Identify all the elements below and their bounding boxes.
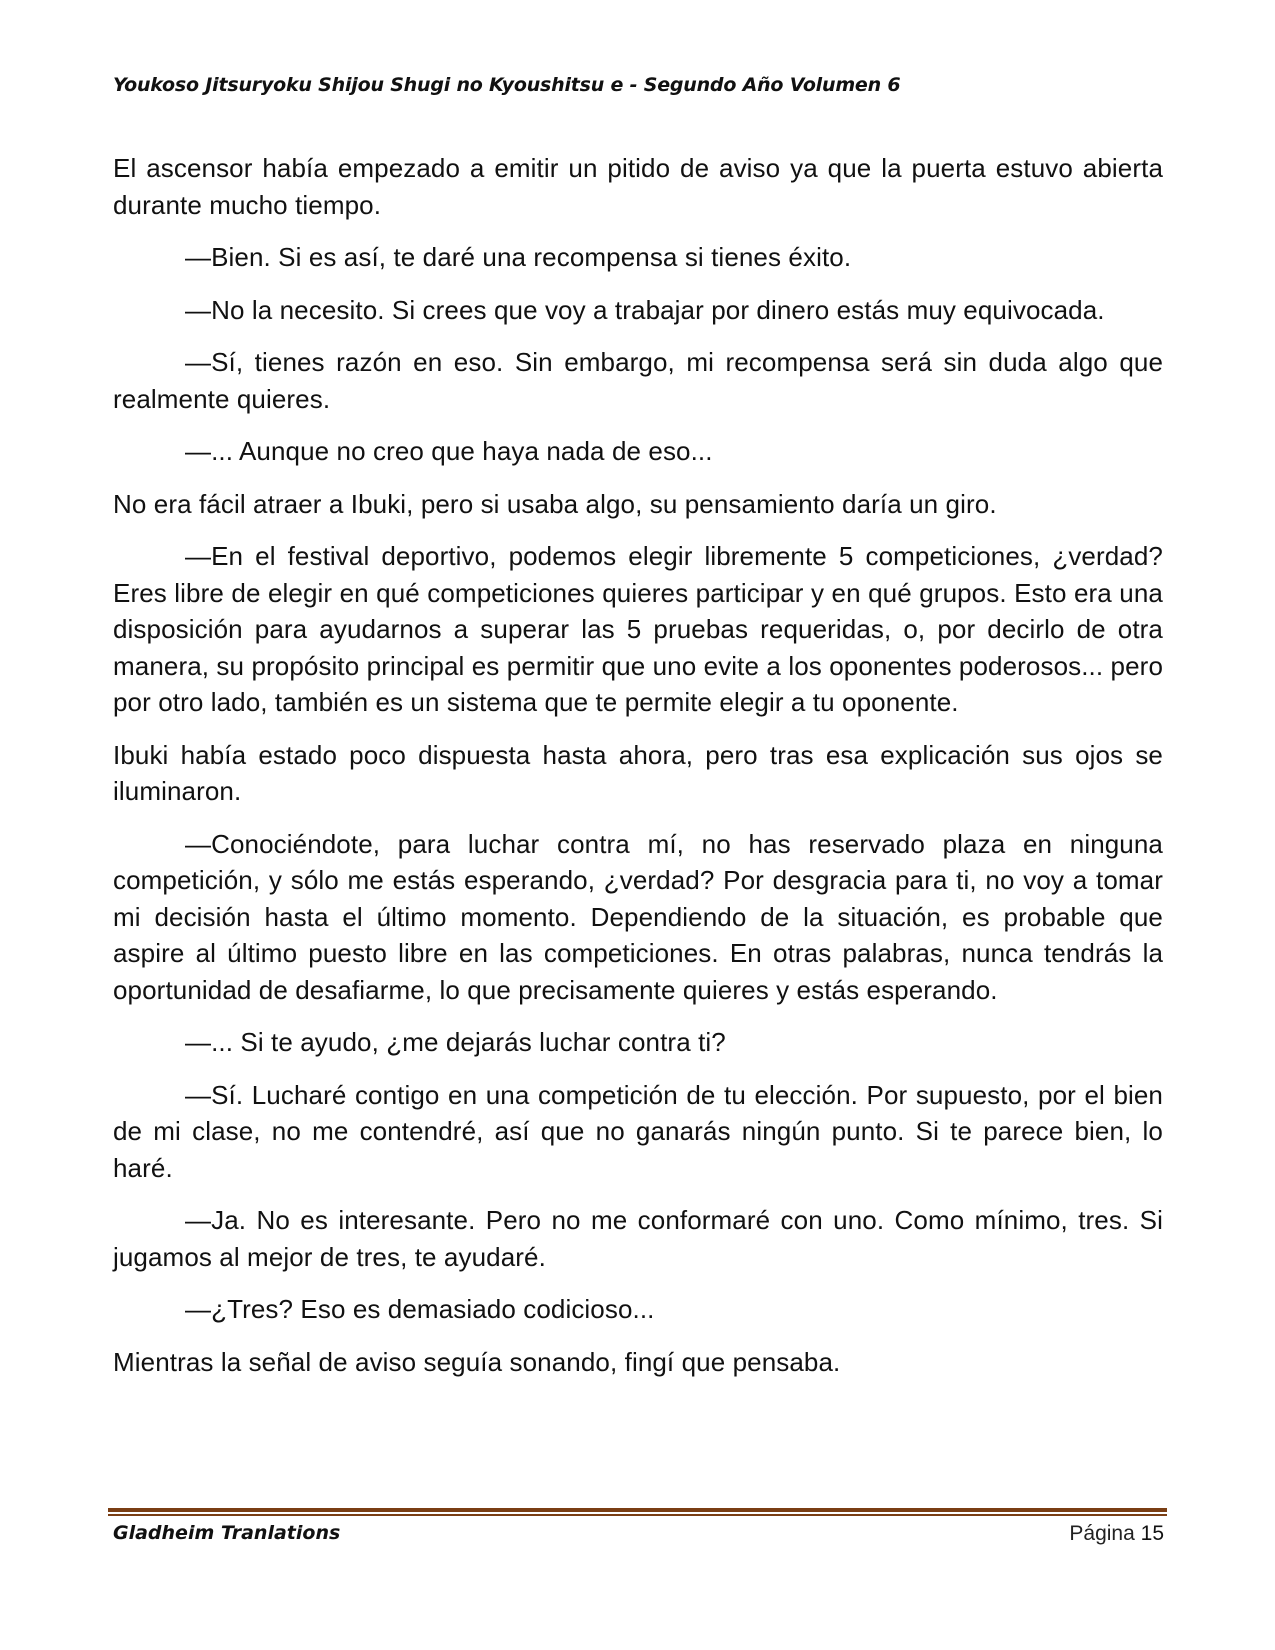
paragraph: —... Si te ayudo, ¿me dejarás luchar contra ti? [185,1027,726,1057]
paragraph: —Conociéndote, para luchar contra mí, no has reservado plaza en ninguna competición, y sólo me estás esperando, ¿verdad? Por desgracia para ti, no voy a tomar mi decisión hasta el último momento. Dependiendo de la situación, es probable que aspire al último puesto libre en las competiciones. En otras palabras, nunca tendrás la oportunidad de desafiarme, lo que precisamente quieres y estás esperando. [113,828,1163,1005]
paragraph: El ascensor había empezado a emitir un pitido de aviso ya que la puerta estuvo abierta durante mucho tiempo. [113,153,1163,220]
page-number [1069,1522,1164,1546]
paragraph: Ibuki había estado poco dispuesta hasta ahora, pero tras esa explicación sus ojos se iluminaron. [113,739,1163,806]
paragraph: —Bien. Si es así, te daré una recompensa si tienes éxito. [185,242,852,272]
footer-divider-thin [108,1514,1167,1516]
paragraph: Mientras la señal de aviso seguía sonando, fingí que pensaba. [113,1346,841,1377]
paragraph: —¿Tres? Eso es demasiado codicioso... [185,1294,655,1324]
paragraph: —En el festival deportivo, podemos elegir libremente 5 competiciones, ¿verdad? Eres libre de elegir en qué competiciones quieres participar y en qué grupos. Esto era una disposición para ayudarnos a superar las 5 pruebas requeridas, o, por decirlo de otra manera, su propósito principal es permitir que uno evite a los oponentes poderosos... pero por otro lado, también es un sistema que te permite elegir a tu oponente. [113,541,1163,717]
paragraph: —... Aunque no creo que haya nada de eso... [185,436,713,466]
paragraph: —Sí. Lucharé contigo en una competición de tu elección. Por supuesto, por el bien de mi clase, no me contendré, así que no ganarás ningún punto. Si te parece bien, lo haré. [113,1079,1163,1183]
paragraph: —Ja. No es interesante. Pero no me conformaré con uno. Como mínimo, tres. Si jugamos al mejor de tres, te ayudaré. [113,1205,1163,1272]
body-text [113,150,1163,1396]
footer-divider-thick [108,1508,1167,1512]
running-header: Youkoso Jitsuryoku Shijou Shugi no Kyoushitsu e - Segundo Año Volumen 6 [113,74,901,96]
paragraph: No era fácil atraer a Ibuki, pero si usaba algo, su pensamiento daría un giro. [113,488,997,519]
page-number-value: 15 [1140,1522,1164,1545]
paragraph: —No la necesito. Si crees que voy a trabajar por dinero estás muy equivocada. [185,294,1105,325]
paragraph: —Sí, tienes razón en eso. Sin embargo, mi recompensa será sin duda algo que realmente quieres. [113,347,1163,414]
page-label: Página [1069,1522,1135,1545]
footer-credit: Gladheim Tranlations [113,1522,341,1544]
